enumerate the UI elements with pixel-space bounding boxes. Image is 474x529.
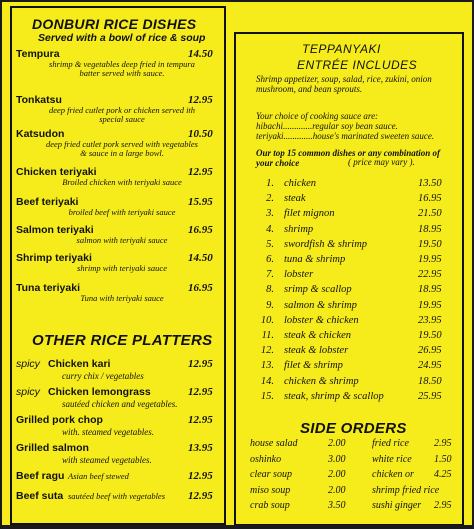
donburi-item-price: 14.50	[188, 252, 213, 264]
platter-item-name: Grilled pork chop	[16, 414, 103, 426]
teppanyaki-item-price: 19.50	[418, 238, 442, 250]
teppanyaki-item-num: 11.	[261, 330, 274, 341]
entree-title: ENTRÉE INCLUDES	[297, 58, 418, 72]
donburi-subtitle: Served with a bowl of rice & soup	[38, 32, 206, 44]
side-left-price: 3.00	[328, 453, 346, 465]
side-left-price: 2.00	[328, 484, 346, 496]
teppanyaki-item-name: swordfish & shrimp	[284, 238, 368, 250]
donburi-item-desc: broiled beef with teriyaki sauce	[68, 207, 176, 217]
teppanyaki-title: TEPPANYAKI	[302, 42, 381, 56]
side-left-name: miso soup	[250, 484, 291, 496]
teppanyaki-item-price: 23.95	[418, 314, 442, 326]
teppanyaki-item-name: shrimp	[284, 223, 314, 235]
teppanyaki-item-num: 3.	[266, 208, 274, 220]
platter-item-name: Chicken kari	[48, 358, 111, 370]
teppanyaki-item-name: chicken & shrimp	[284, 375, 359, 387]
side-right-name: sushi ginger	[372, 500, 422, 511]
teppanyaki-item-name: lobster	[284, 269, 314, 281]
teppanyaki-item-price: 16.95	[418, 193, 442, 205]
teppanyaki-item-price: 18.50	[418, 375, 442, 387]
donburi-item-name: Tempura	[16, 48, 60, 60]
donburi-item-name: Katsudon	[16, 128, 65, 140]
teppanyaki-item-num: 1.	[266, 178, 274, 189]
donburi-item-desc: shrimp with teriyaki sauce	[77, 263, 167, 273]
platter-item-price: 13.95	[188, 442, 213, 454]
donburi-item-name: Tonkatsu	[16, 94, 62, 106]
teppanyaki-item-num: 15.	[260, 390, 274, 402]
teppanyaki-item-name: filet mignon	[284, 208, 335, 220]
donburi-item-desc: shrimp & vegetables deep fried in tempura batter served with sauce.	[49, 59, 195, 78]
platter-item-price: 12.95	[188, 414, 213, 426]
teppanyaki-item-name: filet & shrimp	[284, 360, 343, 372]
platter-item-price: 12.95	[188, 470, 213, 482]
platter-item-prefix: spicy	[16, 386, 40, 398]
platters-title: OTHER RICE PLATTERS	[32, 332, 213, 349]
teppanyaki-item-num: 5.	[266, 238, 274, 250]
platter-item-price: 12.95	[188, 490, 213, 502]
side-left-price: 2.00	[328, 469, 346, 480]
teppanyaki-item-price: 18.95	[418, 223, 442, 235]
donburi-item-price: 16.95	[188, 282, 213, 294]
side-left-name: house salad	[250, 438, 298, 449]
teppanyaki-item-price: 18.95	[418, 284, 442, 296]
donburi-item-price: 15.95	[188, 196, 213, 208]
side-right-price: 2.95	[434, 438, 452, 449]
donburi-item-name: Beef teriyaki	[16, 196, 79, 208]
side-left-price: 2.00	[328, 438, 346, 449]
teppanyaki-item-price: 22.95	[418, 269, 442, 281]
donburi-item-price: 16.95	[188, 224, 213, 236]
sauce-intro: Your choice of cooking sauce are:	[256, 111, 379, 121]
side-right-price: 2.95	[434, 500, 452, 511]
entree-includes: Shrimp appetizer, soup, salad, rice, zukini, onion mushroom, and bean sprouts.	[256, 74, 432, 94]
teppanyaki-item-name: lobster & chicken	[284, 314, 359, 326]
side-left-name: crab soup	[250, 500, 290, 511]
donburi-item-desc: Broiled chicken with teriyaki sauce	[62, 177, 182, 187]
teppanyaki-item-name: chicken	[284, 178, 317, 189]
donburi-item-price: 12.95	[188, 166, 213, 178]
teppanyaki-item-num: 8.	[266, 284, 274, 296]
teppanyaki-item-price: 19.95	[418, 299, 442, 311]
donburi-item-desc: Tuna with teriyaki sauce	[80, 293, 164, 303]
teppanyaki-item-name: tuna & shrimp	[284, 254, 346, 265]
teppanyaki-item-num: 2.	[266, 193, 274, 205]
teppanyaki-item-num: 13.	[260, 360, 274, 372]
side-right-price: 4.25	[434, 469, 452, 480]
top15-note: ( price may vary ).	[348, 157, 415, 167]
teppanyaki-item-price: 26.95	[418, 345, 442, 357]
side-right-price: 1.50	[434, 453, 452, 465]
donburi-item-price: 12.95	[188, 94, 213, 106]
teppanyaki-item-name: salmon & shrimp	[284, 299, 357, 311]
donburi-item-name: Tuna teriyaki	[16, 282, 80, 294]
teppanyaki-item-num: 12.	[260, 345, 274, 357]
sauce-teriyaki: teriyaki.............house's marinated sweeten sauce.	[256, 131, 435, 141]
platter-item-name: Beef ragu	[16, 470, 65, 482]
donburi-title: DONBURI RICE DISHES	[32, 16, 197, 32]
platter-item-desc: with steamed vegetables.	[62, 455, 152, 465]
teppanyaki-item-num: 9.	[266, 299, 274, 311]
platter-item-name: Beef suta	[16, 490, 64, 502]
side-right-name: chicken or	[372, 469, 414, 480]
teppanyaki-item-price: 19.95	[418, 254, 442, 265]
teppanyaki-item-name: steak & lobster	[284, 345, 349, 357]
teppanyaki-item-num: 10.	[260, 314, 274, 326]
platter-item-desc: sautéed beef with vegetables	[68, 491, 166, 501]
platter-item-name: Grilled salmon	[16, 442, 89, 454]
platter-item-prefix: spicy	[16, 358, 40, 370]
donburi-item-price: 10.50	[188, 128, 213, 140]
sauce-hibachi: hibachi.............regular soy bean sauce.	[256, 121, 398, 131]
platter-item-desc: sautéed chicken and vegetables.	[62, 399, 178, 409]
teppanyaki-item-price: 21.50	[418, 208, 442, 220]
platter-item-name: Chicken lemongrass	[48, 386, 151, 398]
platter-item-price: 12.95	[188, 386, 213, 398]
teppanyaki-item-num: 7.	[266, 269, 274, 281]
teppanyaki-item-price: 13.50	[418, 178, 442, 189]
donburi-item-name: Salmon teriyaki	[16, 224, 94, 236]
donburi-item-price: 14.50	[188, 48, 213, 60]
teppanyaki-item-price: 24.95	[418, 360, 442, 372]
teppanyaki-item-price: 19.50	[418, 330, 442, 341]
teppanyaki-item-name: steak	[284, 193, 306, 205]
teppanyaki-item-price: 25.95	[418, 390, 442, 402]
teppanyaki-item-name: steak & chicken	[284, 330, 352, 341]
donburi-item-desc: deep fried cutlet pork served with vegetables & sauce in a large bowl.	[45, 139, 198, 158]
platter-item-desc: with. steamed vegetables.	[62, 427, 154, 437]
teppanyaki-item-name: srimp & scallop	[284, 284, 352, 296]
side-left-price: 3.50	[328, 500, 346, 511]
sides-title: SIDE ORDERS	[300, 420, 407, 437]
side-right-name: fried rice	[372, 438, 409, 449]
menu-page	[2, 2, 472, 525]
donburi-item-desc: deep fried cutlet pork or chicken served ith special sauce	[48, 105, 196, 124]
donburi-item-desc: salmon with teriyaki sauce	[76, 235, 168, 245]
platter-item-desc: Asian beef stewed	[68, 471, 129, 481]
donburi-item-name: Chicken teriyaki	[16, 166, 97, 178]
platter-item-desc: curry chix / vegetables	[62, 371, 144, 381]
side-right-name: shrimp fried rice	[372, 484, 440, 496]
teppanyaki-item-num: 6.	[266, 254, 274, 265]
side-left-name: oshinko	[250, 453, 282, 465]
top15-heading: Our top 15 common dishes or any combination of your choice	[256, 148, 441, 168]
side-left-name: clear soup	[250, 469, 292, 480]
donburi-item-name: Shrimp teriyaki	[16, 252, 92, 264]
teppanyaki-item-num: 4.	[266, 223, 274, 235]
teppanyaki-item-name: steak, shrimp & scallop	[284, 390, 384, 402]
side-right-name: white rice	[372, 453, 412, 465]
platter-item-price: 12.95	[188, 358, 213, 370]
teppanyaki-item-num: 14.	[260, 375, 274, 387]
